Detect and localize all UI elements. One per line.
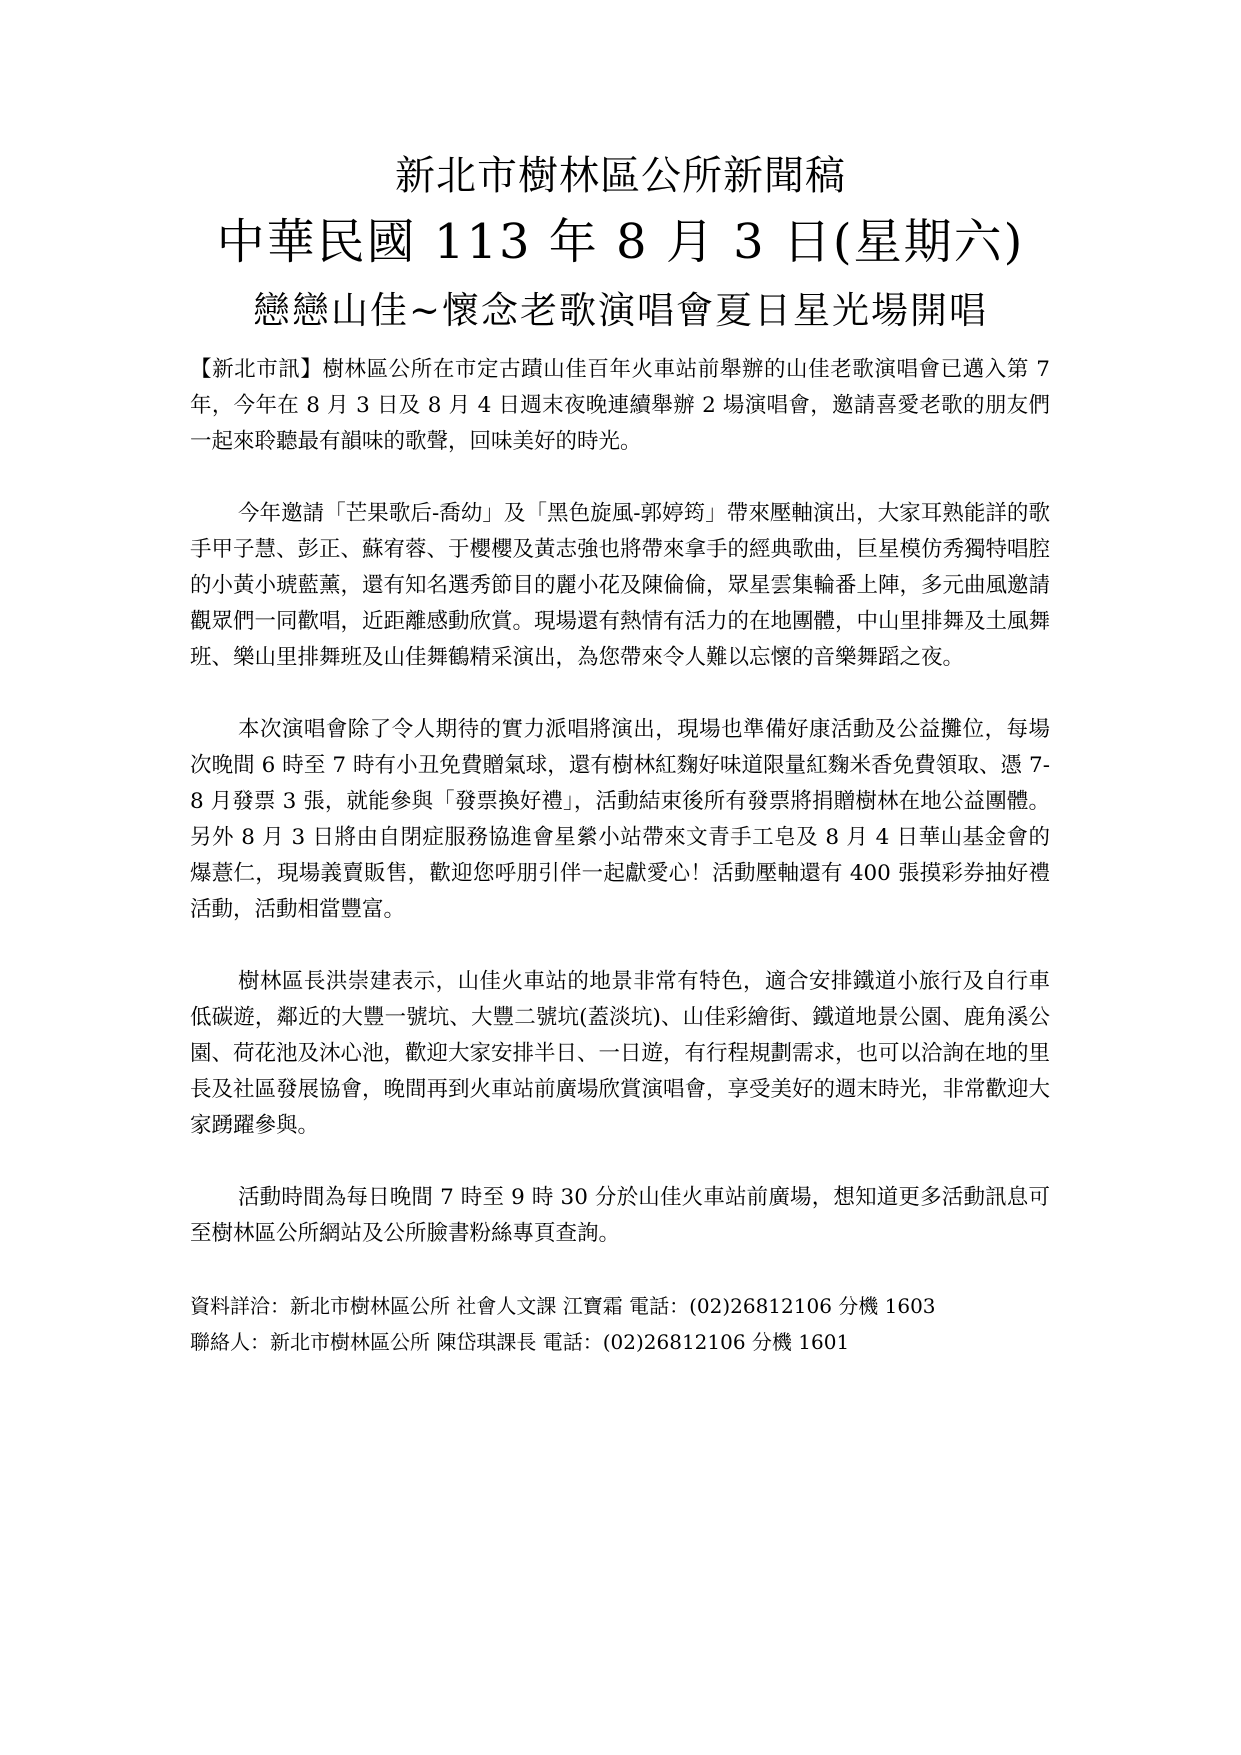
headline: 戀戀山佳~懷念老歌演唱會夏日星光場開唱 xyxy=(252,289,988,332)
paragraph-spacer xyxy=(190,1252,1050,1288)
release-date: 中華民國 113 年 8 月 3 日(星期六) xyxy=(216,214,1025,270)
paragraph-spacer xyxy=(190,1144,1050,1180)
paragraph-schedule: 活動時間為每日晚間 7 時至 9 時 30 分於山佳火車站前廣場，想知道更多活動訊息可至樹林區公所網站及公所臉書粉絲專頁查詢。 xyxy=(190,1185,1050,1246)
paragraph-district-chief: 樹林區長洪崇建表示，山佳火車站的地景非常有特色，適合安排鐵道小旅行及自行車低碳遊，鄰近的大豐一號坑、大豐二號坑(蓋淡坑)、山佳彩繪街、鐵道地景公園、鹿角溪公園、荷花池及沐心池，歡迎大家安排半日、一日遊，有行程規劃需求，也可以洽詢在地的里長及社區發展協會，晚間再到火車站前廣場欣賞演唱會，享受美好的週末時光，非常歡迎大家踴躍參與。 xyxy=(190,969,1051,1138)
org-title: 新北市樹林區公所新聞稿 xyxy=(395,153,846,199)
paragraph-activities: 本次演唱會除了令人期待的實力派唱將演出，現場也準備好康活動及公益攤位，每場次晚間 6 時至 7 時有小丑免費贈氣球，還有樹林紅麴好味道限量紅麴米香免費領取、憑 7-8 月發票 3 張，就能參與「發票換好禮」，活動結束後所有發票將捐贈樹林在地公益團體。另外 8 月 3 日將由自閉症服務協進會星縈小站帶來文青手工皂及 8 月 4 日華山基金會的爆薏仁，現場義賣販售，歡迎您呼朋引伴一起獻愛心！活動壓軸還有 400 張摸彩券抽好禮活動，活動相當豐富。 xyxy=(190,717,1050,922)
paragraph-spacer xyxy=(190,928,1050,964)
contact-person: 聯絡人：新北市樹林區公所 陳岱琪課長 電話：(02)26812106 分機 1601 xyxy=(190,1330,850,1354)
contact-details: 資料詳洽：新北市樹林區公所 社會人文課 江寶霜 電話：(02)26812106 分機 1603 xyxy=(190,1294,936,1318)
paragraph-spacer xyxy=(190,676,1050,712)
paragraph-lead: 【新北市訊】樹林區公所在市定古蹟山佳百年火車站前舉辦的山佳老歌演唱會已邁入第 7 年，今年在 8 月 3 日及 8 月 4 日週末夜晚連續舉辦 2 場演唱會，邀請喜愛老歌的朋友們一起來聆聽最有韻味的歌聲，回味美好的時光。 xyxy=(190,357,1050,454)
paragraph-spacer xyxy=(190,460,1050,496)
paragraph-performers: 今年邀請「芒果歌后-喬幼」及「黑色旋風-郭婷筠」帶來壓軸演出，大家耳熟能詳的歌手甲子慧、彭正、蘇宥蓉、于櫻櫻及黃志強也將帶來拿手的經典歌曲，巨星模仿秀獨特唱腔的小黃小琥藍薰，還有知名選秀節目的麗小花及陳倫倫，眾星雲集輪番上陣，多元曲風邀請觀眾們一同歡唱，近距離感動欣賞。現場還有熱情有活力的在地團體，中山里排舞及土風舞班、樂山里排舞班及山佳舞鶴精采演出，為您帶來令人難以忘懷的音樂舞蹈之夜。 xyxy=(190,501,1051,670)
article-body xyxy=(190,352,1050,1360)
